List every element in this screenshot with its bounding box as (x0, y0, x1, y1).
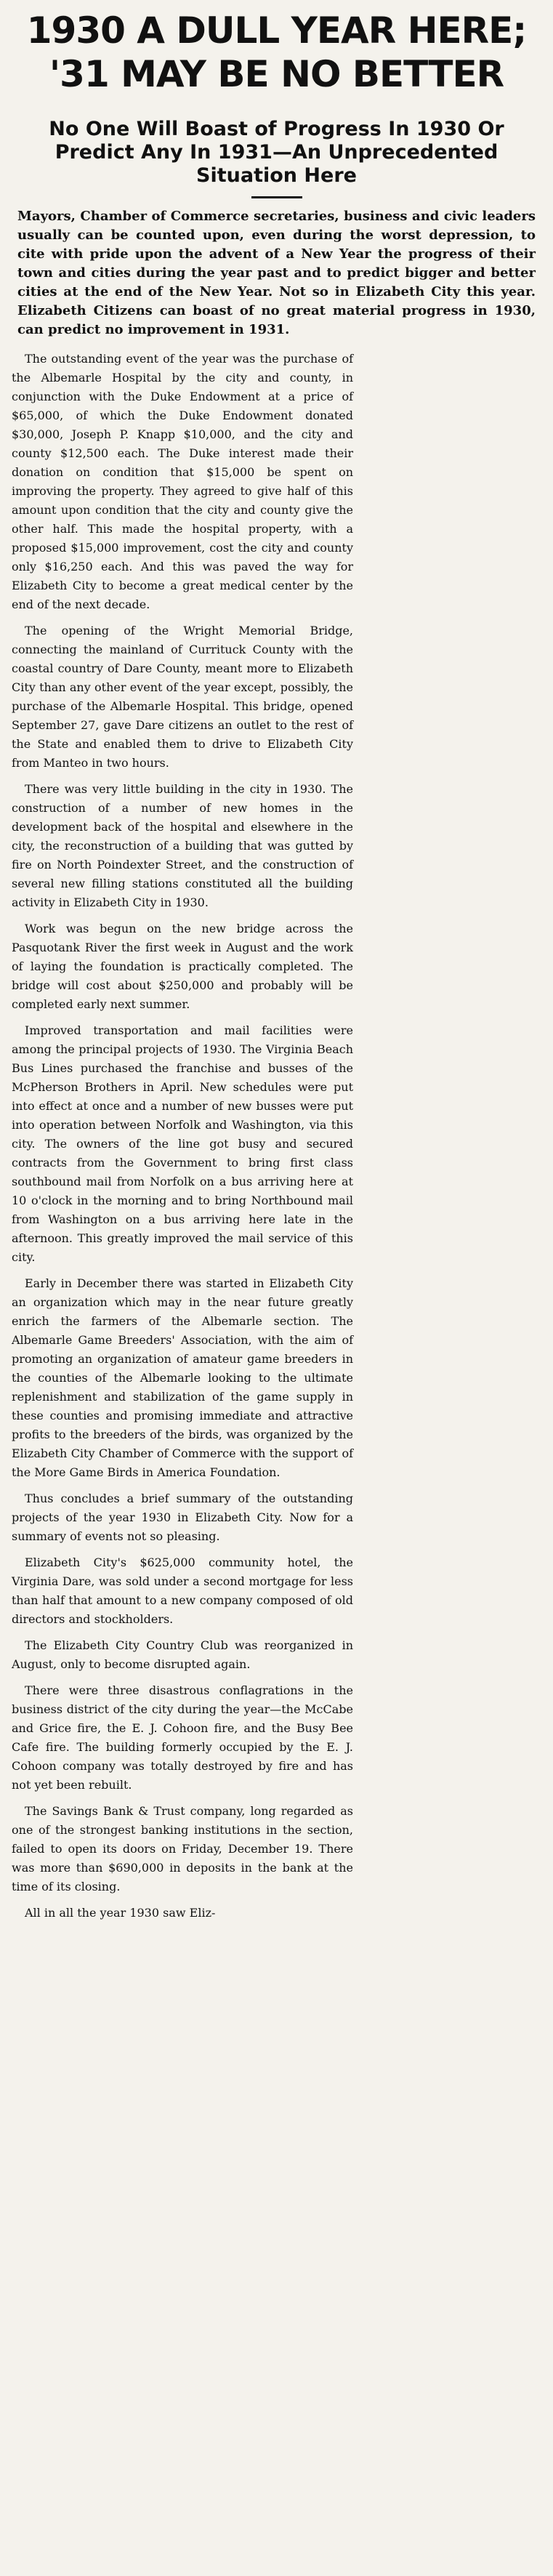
article-paragraph: Early in December there was started in Elizabeth City an organization which may in the near future greatly enrich the farmers of the Albemarle section. The Albemarle Game Breeders' Association, with the aim of promoting an organization of amateur game breeders in the counties of the Albemarle looking to the ultimate replenishment and stabilization of the game supply in these counties and promising immediate and attractive profits to the breeders of the birds, was organized by the Elizabeth City Chamber of Commerce with the support of the More Game Birds in America Foundation. (12, 1276, 353, 1479)
headline-line-2: '31 MAY BE NO BETTER (49, 53, 504, 95)
article-paragraph-continued: All in all the year 1930 saw Eliz- (25, 1906, 216, 1920)
article-paragraph: The outstanding event of the year was the purchase of the Albemarle Hospital by the city and county, in conjunction with the Duke Endowment at a price of $65,000, of which the Duke Endowment donated $30,000, Joseph P. Knapp $10,000, and the city and county $12,500 each. The Duke interest made their donation on condition that $15,000 be spent on improving the property. They agreed to give half of this amount upon condition that the city and county give the other half. This made the hospital property, with a proposed $15,000 improvement, cost the city and county only $16,250 each. And this was paved the way for Elizabeth City to become a great medical center by the end of the next decade. (12, 352, 353, 611)
article-paragraph: Work was begun on the new bridge across the Pasquotank River the first week in August and the work of laying the foundation is practically completed. The bridge will cost about $250,000 and probably will be completed early next summer. (12, 922, 353, 1011)
article-paragraph: Elizabeth City's $625,000 community hotel, the Virginia Dare, was sold under a second mortgage for less than half that amount to a new company composed of old directors and stockholders. (12, 1555, 353, 1626)
subhead-line-3: Situation Here (196, 164, 357, 187)
article-paragraph: There was very little building in the city in 1930. The construction of a number of new homes in the development back of the hospital and elsewhere in the city, the reconstruction of a building that was gutted by fire on North Poindexter Street, and the construction of several new filling stations constituted all the building activity in Elizabeth City in 1930. (12, 782, 353, 909)
subhead-line-1: No One Will Boast of Progress In 1930 Or (49, 118, 504, 140)
article-paragraph: The opening of the Wright Memorial Bridge, connecting the mainland of Currituck County with the coastal country of Dare County, meant more to Elizabeth City than any other event of the year except, possibly, the purchase of the Albemarle Hospital. This bridge, opened September 27, gave Dare citizens an outlet to the rest of the State and enabled them to drive to Elizabeth City from Manteo in two hours. (12, 624, 353, 770)
article-column (12, 350, 353, 1923)
headline-line-1: 1930 A DULL YEAR HERE; (26, 9, 527, 52)
subhead-line-2: Predict Any In 1931—An Unprecedented (55, 141, 498, 164)
article-paragraph: Improved transportation and mail facilities were among the principal projects of 1930. The Virginia Beach Bus Lines purchased the franchise and busses of the McPherson Brothers in April. New schedules were put into effect at once and a number of new busses were put into operation between Norfolk and Washington, via this city. The owners of the line got busy and secured contracts from the Government to bring first class southbound mail from Norfolk on a bus arriving here at 10 o'clock in the morning and to bring Northbound mail from Washington on a bus arriving here late in the afternoon. This greatly improved the mail service of this city. (12, 1023, 353, 1264)
article-paragraph: Thus concludes a brief summary of the outstanding projects of the year 1930 in Elizabeth City. Now for a summary of events not so pleasing. (12, 1492, 353, 1543)
divider (251, 196, 302, 198)
intro-paragraph: Mayors, Chamber of Commerce secretaries, business and civic leaders usually can be counted upon, even during the worst depression, to cite with pride upon the advent of a New Year the progress of their town and cities during the year past and to predict bigger and better cities at the end of the New Year. Not so in Elizabeth City this year. Elizabeth Citizens can boast of no great material progress in 1930, can predict no improvement in 1931. (17, 209, 536, 337)
article-paragraph: There were three disastrous conflagrations in the business district of the city during the year—the McCabe and Grice fire, the E. J. Cohoon fire, and the Busy Bee Cafe fire. The building formerly occupied by the E. J. Cohoon company was totally destroyed by fire and has not yet been rebuilt. (12, 1683, 353, 1792)
article-paragraph: The Savings Bank & Trust company, long regarded as one of the strongest banking institutions in the section, failed to open its doors on Friday, December 19. There was more than $690,000 in deposits in the bank at the time of its closing. (12, 1804, 353, 1893)
article-paragraph: The Elizabeth City Country Club was reorganized in August, only to become disrupted again. (12, 1638, 353, 1671)
